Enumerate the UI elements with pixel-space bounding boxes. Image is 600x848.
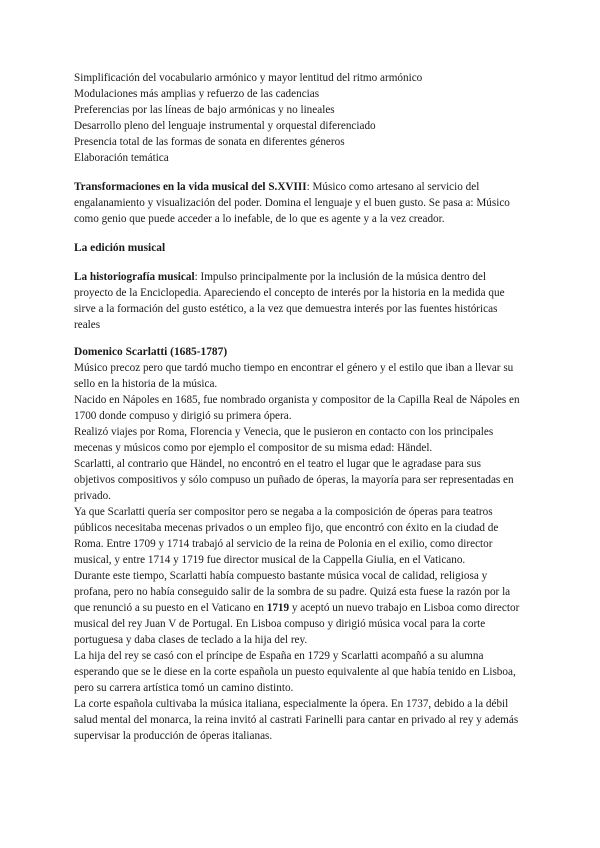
scarlatti-paragraph: Nacido en Nápoles en 1685, fue nombrado organista y compositor de la Capilla Real de Nápoles en 1700 donde compuso y dirigió su primera ópera. [74,394,520,422]
list-item: Simplificación del vocabulario armónico y mayor lentitud del ritmo armónico [74,72,423,84]
scarlatti-p6-year: 1719 [266,602,290,614]
transformaciones-label: Transformaciones en la vida musical del S.XVIII [74,181,307,193]
historiografia-paragraph [74,269,524,333]
document-page [74,70,524,744]
scarlatti-paragraph: Scarlatti, al contrario que Händel, no encontró en el teatro el lugar que le agradase para sus objetivos compositivos y sólo compuso un puñado de óperas, la mayoría para ser representadas en privado. [74,458,514,502]
list-item: Desarrollo pleno del lenguaje instrumental y orquestal diferenciado [74,120,376,132]
scarlatti-paragraph: Ya que Scarlatti quería ser compositor pero se negaba a la composición de óperas para teatros públicos necesitaba mecenas privados o un empleo fijo, que encontró con éxito en la ciudad de Roma. Entre 1709 y 1714 trabajó al servicio de la reina de Polonia en el exilio, como director musical, y entre 1714 y 1719 fue director musical de la Cappella Giulia, en el Vaticano. [74,506,499,566]
scarlatti-paragraph: Músico precoz pero que tardó mucho tiempo en encontrar el género y el estilo que iban a llevar su sello en la historia de la música. [74,362,514,390]
list-item: Presencia total de las formas de sonata en diferentes géneros [74,136,345,148]
scarlatti-paragraph: Realizó viajes por Roma, Florencia y Venecia, que le pusieron en contacto con los principales mecenas y músicos como por ejemplo el compositor de su misma edad: Händel. [74,426,494,454]
list-item: Elaboración temática [74,152,169,164]
scarlatti-paragraph: La corte española cultivaba la música italiana, especialmente la ópera. En 1737, debido a la débil salud mental del monarca, la reina invitó al castrati Farinelli para cantar en privado al rey y además supervisar la producción de óperas italianas. [74,698,519,742]
scarlatti-p6-end: y aceptó un nuevo trabajo en Lisboa como director musical del rey Juan V de Portugal. En Lisboa compuso y dirigió música vocal para la corte portuguesa y daba clases de teclado a la hija del rey. [74,602,520,646]
list-item: Modulaciones más amplias y refuerzo de las cadencias [74,88,320,100]
historiografia-label: La historiografía musical [74,271,195,283]
scarlatti-heading: Domenico Scarlatti (1685-1787) [74,346,228,358]
scarlatti-paragraph: La hija del rey se casó con el príncipe de España en 1729 y Scarlatti acompañó a su alumna esperando que se le diese en la corte española un puesto equivalente al que había tenido en Lisboa, pero su carrera artística tomó un camino distinto. [74,650,516,694]
edicion-heading: La edición musical [74,242,166,254]
historiografia-text: : Impulso principalmente por la inclusión de la música dentro del proyecto de la Enciclopedia. Apareciendo el concepto de interés por la historia en la medida que sirve a la formación del gusto estético, a la vez que demuestra interés por las fuentes históricas reales [74,271,505,331]
transformaciones-text: : Músico como artesano al servicio del engalanamiento y visualización del poder. Domina el lenguaje y el buen gusto. Se pasa a: Músico como genio que puede acceder a lo inefable, de lo que es agente y a la vez creador. [74,181,510,225]
scarlatti-p6-start: Durante este tiempo, Scarlatti había compuesto bastante música vocal de calidad, religiosa y profana, pero no había conseguido salir de la sombra de su padre. Quizá esta fuese la razón por la que renunció a su puesto en el Vaticano en [74,570,511,614]
list-item: Preferencias por las líneas de bajo armónicas y no lineales [74,104,335,116]
scarlatti-paragraph [74,568,524,648]
transformaciones-paragraph [74,179,524,227]
feature-list [74,70,524,166]
